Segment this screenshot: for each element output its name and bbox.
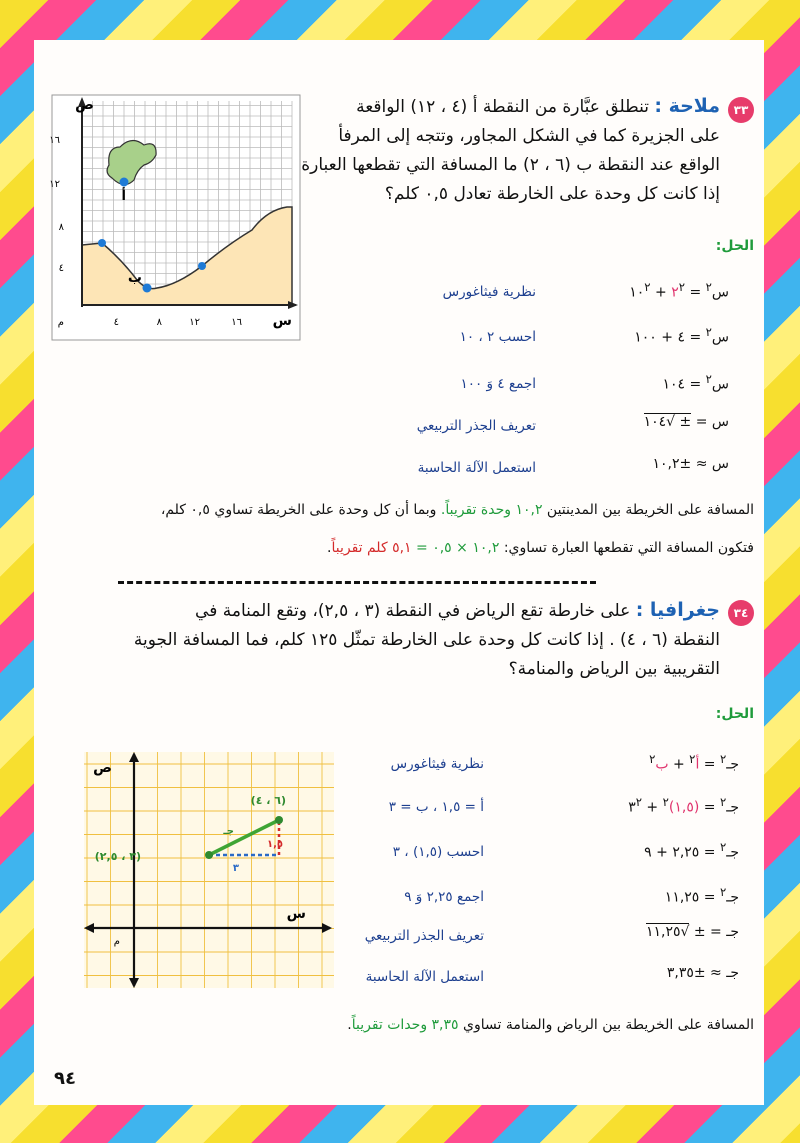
problem-33-line-4: إذا كانت كل وحدة على الخارطة تعادل ٠,٥ كلم؟ <box>384 184 720 204</box>
step34-4-reason: اجمع ٢,٢٥ وَ ٩ <box>404 889 484 905</box>
graph33-y-tick-4: ٤ <box>58 263 64 274</box>
problem-33-statement <box>290 92 720 209</box>
point-b-label: ب <box>127 270 142 286</box>
step33-1-eq: س$^٢$ = $٢^٢$ + $١٠^٢$ <box>629 280 729 301</box>
step33-5-reason: استعمل الآلة الحاسبة <box>417 460 536 476</box>
point-a-marker <box>120 178 129 187</box>
problem-33-conclusion-2: فتكون المسافة التي تقطعها العبارة تساوي: ١٠,٢ × ٠,٥ = ٥,١ كلم تقريباً. <box>327 540 754 556</box>
problem-33-line-3: الواقع عند النقطة ب (٦ ، ٢) ما المسافة التي تقطعها العبارة <box>301 155 720 175</box>
graph33-x-tick-4: ٤ <box>113 317 119 328</box>
graph33-x-tick-8: ٨ <box>156 317 162 328</box>
page <box>34 40 764 1105</box>
step34-3-reason: احسب (١,٥) ، ٣ <box>392 844 484 860</box>
step33-2-reason: احسب ٢ ، ١٠ <box>459 329 536 345</box>
problem-33-number: ٣٣ <box>728 97 754 123</box>
graph34-y-label: ص <box>93 760 112 776</box>
step33-4-eq: س = ± √١٠٤ <box>643 414 729 430</box>
graph33-origin: م <box>57 317 64 328</box>
point-a-label: أ <box>121 189 126 204</box>
step34-1-reason: نظرية فيثاغورس <box>390 756 484 772</box>
problem-34-number: ٣٤ <box>728 600 754 626</box>
problem-34-conclusion: المسافة على الخريطة بين الرياض والمنامة تساوي ٣,٣٥ وحدات تقريباً. <box>347 1017 754 1033</box>
graph33-y-label: ص <box>75 97 94 113</box>
step33-3-eq: س$^٢$ = ١٠٤ <box>662 372 729 393</box>
step34-1-eq: جـ$^٢$ = أ$^٢$ + ب$^٢$ <box>649 752 739 773</box>
hyp-label: جـ <box>223 826 234 837</box>
section-divider <box>118 581 596 584</box>
problem-34-line-2: النقطة (٦ ، ٤) . إذا كانت كل وحدة على الخارطة تمثّل ١٢٥ كلم، فما المسافة الجوية <box>133 630 720 650</box>
problem-34-line-1: على خارطة تقع الرياض في النقطة (٣ ، ٢,٥)، وتقع المنامة في <box>195 601 631 621</box>
step33-1-reason: نظرية فيثاغورس <box>442 284 536 300</box>
point-b-marker <box>143 284 152 293</box>
problem-33-title: ملاحة : <box>654 95 720 117</box>
problem-34-statement <box>60 596 720 684</box>
island-graph <box>49 95 300 340</box>
problem-34-title: جغرافيا : <box>635 599 720 621</box>
leg-b-label: ٣ <box>232 863 239 874</box>
coast-point-left <box>98 239 106 247</box>
graph33-y-tick-8: ٨ <box>58 222 64 233</box>
leg-a-label: ١,٥ <box>266 839 283 850</box>
graph34-x-label: س <box>286 906 306 922</box>
problem-33-line-2: على الجزيرة كما في الشكل المجاور، وتتجه إلى المرفأ <box>338 126 720 146</box>
step33-4-reason: تعريف الجذر التربيعي <box>416 418 536 434</box>
step33-3-reason: اجمع ٤ وَ ١٠٠ <box>460 376 536 392</box>
problem-34-solution-label: الحل: <box>715 706 754 722</box>
problem-34-line-3: التقريبية بين الرياض والمنامة؟ <box>508 659 720 679</box>
manama-label: (٦ ، ٤) <box>250 794 286 807</box>
manama-point <box>275 816 283 824</box>
step34-3-eq: جـ$^٢$ = ٢,٢٥ + ٩ <box>644 840 739 861</box>
graph33-x-tick-12: ١٢ <box>189 317 200 328</box>
problem-33-line-1: تنطلق عبَّارة من النقطة أ (٤ ، ١٢) الواقعة <box>356 97 649 117</box>
coast-point-right <box>198 262 206 270</box>
riyadh-label: (٣ ، ٢,٥) <box>94 850 141 863</box>
problem-33-conclusion-1: المسافة على الخريطة بين المدينتين ١٠,٢ وحدة تقريباً. وبما أن كل وحدة على الخريطة تساوي ٠,٥ كلم، <box>160 502 754 518</box>
page-number: ٩٤ <box>54 1068 76 1089</box>
problem-33-solution-label: الحل: <box>715 238 754 254</box>
riyadh-manama-graph <box>84 752 334 988</box>
graph33-y-tick-12: ١٢ <box>49 179 60 190</box>
riyadh-point <box>205 851 213 859</box>
step33-5-eq: س ≈ ±١٠,٢ <box>652 456 729 472</box>
graph33-x-tick-16: ١٦ <box>231 317 242 328</box>
step34-6-eq: جـ ≈ ±٣,٣٥ <box>666 965 739 981</box>
graph33-y-tick-16: ١٦ <box>49 135 60 146</box>
step34-2-reason: أ = ١,٥ ، ب = ٣ <box>388 799 484 815</box>
step34-2-eq: جـ$^٢$ = (١,٥)$^٢$ + $٣^٢$ <box>628 795 739 816</box>
step34-6-reason: استعمل الآلة الحاسبة <box>365 969 484 985</box>
step34-5-reason: تعريف الجذر التربيعي <box>364 928 484 944</box>
step34-4-eq: جـ$^٢$ = ١١,٢٥ <box>664 885 739 906</box>
step33-2-eq: س$^٢$ = ٤ + ١٠٠ <box>634 325 729 346</box>
graph33-x-label: س <box>272 313 292 329</box>
graph34-origin: م <box>113 936 120 947</box>
step34-5-eq: جـ = ± √١١,٢٥ <box>645 924 739 940</box>
